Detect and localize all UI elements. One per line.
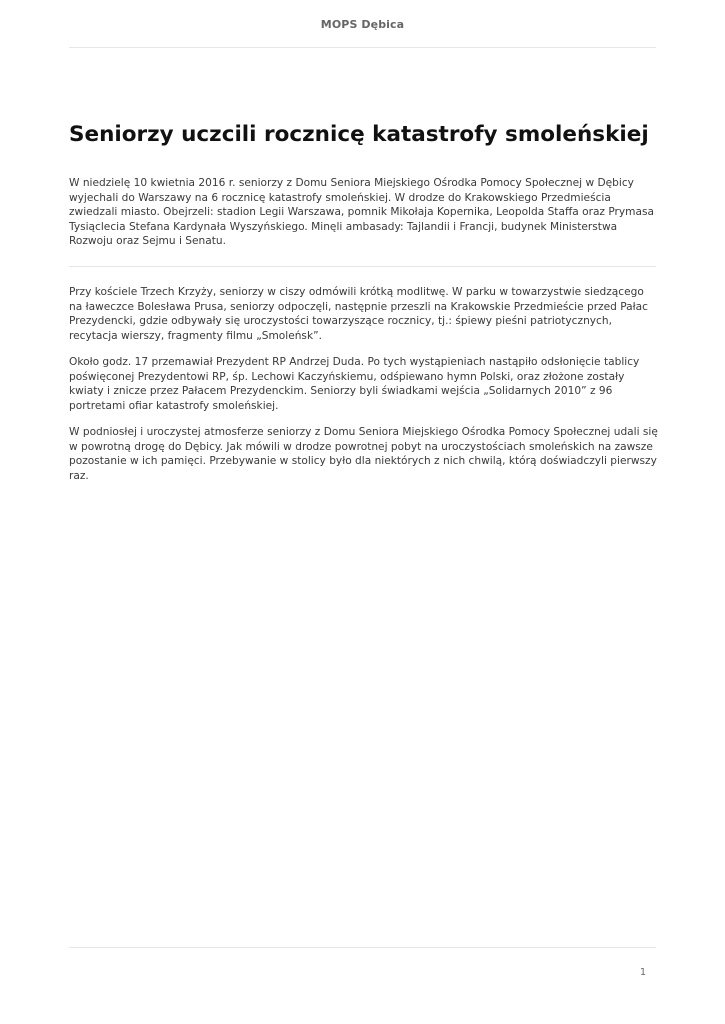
section-divider	[69, 266, 656, 267]
footer-divider	[69, 947, 656, 948]
header-divider	[69, 47, 656, 48]
page-number: 1	[639, 967, 646, 978]
article-title: Seniorzy uczcili rocznicę katastrofy smoleńskiej	[69, 122, 649, 147]
site-name: MOPS Dębica	[320, 18, 405, 31]
article-paragraph: Przy kościele Trzech Krzyży, seniorzy w ciszy odmówili krótką modlitwę. W parku w towarzystwie siedzącego na ławeczce Bolesława Prusa, seniorzy odpoczęli, następnie przeszli na Krakowskie Przedmieście przed Pałac Prezydencki, gdzie odbywały się uroczystości towarzyszące rocznicy, tj.: śpiewy pieśni patriotycznych, recytacja wierszy, fragmenty filmu „Smoleńsk”.	[69, 286, 648, 342]
article-lead: W niedzielę 10 kwietnia 2016 r. seniorzy z Domu Seniora Miejskiego Ośrodka Pomocy Społecznej w Dębicy wyjechali do Warszawy na 6 rocznicę katastrofy smoleńskiej. W drodze do Krakowskiego Przedmieścia zwiedzali miasto. Obejrzeli: stadion Legii Warszawa, pomnik Mikołaja Kopernika, Leopolda Staffa oraz Prymasa Tysiąclecia Stefana Kardynała Wyszyńskiego. Minęli ambasady: Tajlandii i Francji, budynek Ministerstwa Rozwoju oraz Sejmu i Senatu.	[69, 177, 655, 247]
article-paragraph: Około godz. 17 przemawiał Prezydent RP Andrzej Duda. Po tych wystąpieniach nastąpiło odsłonięcie tablicy poświęconej Prezydentowi RP, śp. Lechowi Kaczyńskiemu, odśpiewano hymn Polski, oraz złożone zostały kwiaty i znicze przez Pałacem Prezydenckim. Seniorzy byli świadkami wejścia „Solidarnych 2010” z 96 portretami ofiar katastrofy smoleńskiej.	[69, 356, 640, 412]
article-paragraph: W podniosłej i uroczystej atmosferze seniorzy z Domu Seniora Miejskiego Ośrodka Pomocy Społecznej udali się w powrotną drogę do Dębicy. Jak mówili w drodze powrotnej pobyt na uroczystościach smoleńskich na zawsze pozostanie w ich pamięci. Przebywanie w stolicy było dla niektórych z nich chwilą, którą doświadczyli pierwszy raz.	[69, 426, 658, 482]
article-body	[69, 285, 659, 495]
